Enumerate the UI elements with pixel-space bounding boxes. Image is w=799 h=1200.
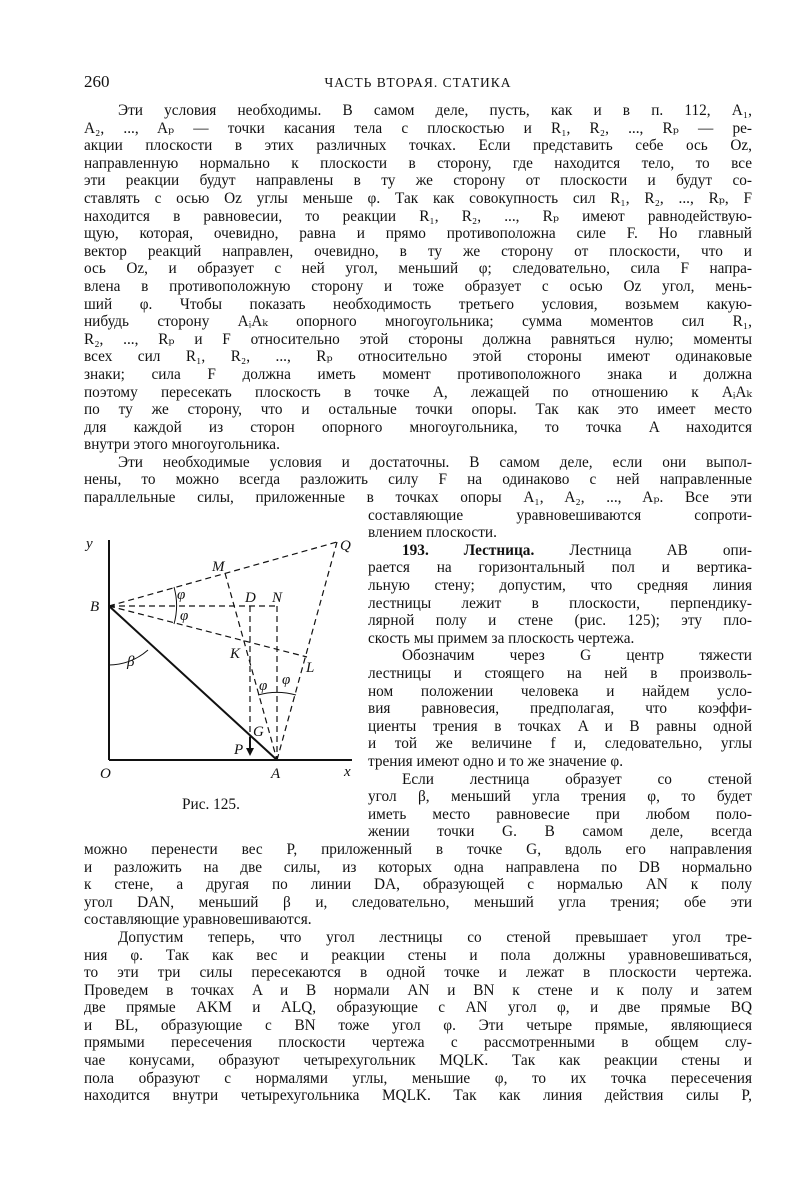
text-line: составляющие уравновешиваются.	[84, 911, 312, 929]
text-line: находится в равновесии, то реакции R₁, R₂, ..., Rₚ имеют равнодействую-	[84, 207, 752, 225]
text-line: Допустим теперь, что угол лестницы со стеной превышает угол тре-	[118, 928, 752, 946]
text-line: акции плоскости в этих различных точках. Если представить себе ось Oz,	[84, 137, 752, 155]
text-line: жении точки G. В самом деле, всегда	[368, 823, 752, 841]
label-G: G	[253, 724, 264, 740]
text-line: для каждой из сторон опорного многоугольника, то точка A находится	[84, 418, 752, 436]
text-line: параллельные силы, приложенные в точках опоры A₁, A₂, ..., Aₚ. Все эти	[84, 489, 752, 507]
text-line: вектор реакций направлен, очевидно, в ту же сторону от плоскости, что и	[84, 242, 752, 260]
label-phi: φ	[180, 608, 189, 624]
text-line: вия равновесия, предполагая, что коэффи-	[368, 700, 752, 718]
text-line: внутри этого многоугольника.	[84, 436, 280, 454]
text-line: направленную нормально к плоскости в сторону, где находится тело, то все	[84, 154, 752, 172]
text-span: Лестница AB опи-	[569, 541, 752, 559]
label-beta: β	[127, 654, 135, 670]
section-heading: 193. Лестница.	[402, 541, 535, 559]
text-line: и той же величине f и, следовательно, углы	[368, 735, 752, 753]
label-phi: φ	[282, 672, 291, 688]
label-phi: φ	[259, 678, 268, 694]
text-line: находится внутри четырехугольника MQLK. Так как линия действия силы P,	[84, 1087, 752, 1105]
label-P: P	[234, 742, 244, 758]
text-line: по ту же сторону, что и остальные точки опоры. Так как это имеет место	[84, 401, 752, 419]
label-L: L	[306, 660, 315, 676]
text-line: ший φ. Чтобы показать необходимость третьего условия, возьмем какую-	[84, 295, 752, 313]
text-line: ставлять с осью Oz углы меньше φ. Так как совокупность сил R₁, R₂, ..., Rₚ, F	[84, 189, 752, 207]
text-line: A₂, ..., Aₚ — точки касания тела с плоскостью и R₁, R₂, ..., Rₚ — ре-	[84, 119, 752, 137]
text-line: составляющие уравновешиваются сопроти-	[368, 506, 752, 524]
running-title: ЧАСТЬ ВТОРАЯ. СТАТИКА	[324, 75, 512, 90]
text-line: льную стену; допустим, что средняя линия	[368, 577, 752, 595]
label-N: N	[272, 590, 283, 606]
ladder-line	[109, 606, 277, 760]
page-header	[84, 72, 752, 92]
text-line: Эти необходимые условия и достаточны. В самом деле, если они выпол-	[118, 453, 752, 471]
text-line: Обозначим через G центр тяжести	[402, 647, 752, 665]
page-number: 260	[84, 72, 110, 91]
text-line: ном положении человека и найдем усло-	[368, 682, 752, 700]
label-B: B	[90, 599, 100, 615]
text-line: Проведем в точках A и B нормали AN и BN к стене и к полу и затем	[84, 981, 752, 999]
label-phi: φ	[177, 587, 186, 603]
text-line: можно перенести вес P, приложенный в точке G, вдоль его направления	[84, 840, 752, 858]
figure-caption: Рис. 125.	[182, 796, 240, 813]
text-line: и BL, образующие с BN тоже угол φ. Эти четыре прямые, являющиеся	[84, 1016, 752, 1034]
label-M: M	[212, 559, 225, 575]
label-D: D	[245, 590, 256, 606]
label-x: x	[344, 764, 351, 780]
text-line: к стене, а другая по линии DA, образующей с нормалью AN к полу	[84, 876, 752, 894]
text-line: щую, которая, очевидно, равна и прямо противоположна силе F. Но главный	[84, 225, 752, 243]
text-line: скость мы примем за плоскость чертежа.	[368, 629, 635, 647]
text-line: всех сил R₁, R₂, ..., Rₚ относительно этой стороны имеют одинаковые	[84, 348, 752, 366]
text-line: Если лестница образует со стеной	[402, 770, 752, 788]
text-line: то эти три силы пересекаются в одной точке и лежат в плоскости чертежа.	[84, 964, 752, 982]
text-line: лестницы и стоящего на ней в произволь-	[368, 665, 752, 682]
label-Q: Q	[340, 538, 351, 554]
ladder-diagram	[80, 520, 365, 790]
text-line: циенты трения в точках A и B равны одной	[368, 717, 752, 735]
text-line: две прямые AKM и ALQ, образующие с AN угол φ, и две прямые BQ	[84, 999, 752, 1017]
text-line: лярной полу и стене (рис. 125); эту пло-	[368, 612, 752, 630]
text-line: иметь место равновесие при любом поло-	[368, 805, 752, 823]
text-line: поэтому пересекать плоскость в точке A, лежащей по отношению к AᵢAₖ	[84, 383, 752, 401]
label-O: O	[100, 766, 111, 782]
section-heading-line	[368, 542, 752, 560]
text-line: эти реакции будут направлены в ту же сторону от плоскости и будут со-	[84, 172, 752, 190]
text-line: влена в противоположную сторону и тоже образует с осью Oz угол, мень-	[84, 277, 752, 295]
text-line: ось Oz, и образует с ней угол, меньший φ; следовательно, сила F напра-	[84, 260, 752, 278]
text-line: знаки; сила F должна иметь момент противоположного знака и должна	[84, 365, 752, 383]
arrow-head-icon	[246, 748, 254, 756]
text-line: влением плоскости.	[368, 524, 497, 542]
text-line: рается на горизонтальный пол и вертика-	[368, 559, 752, 577]
text-line: R₂, ..., Rₚ и F относительно этой стороны должна равняться нулю; моменты	[84, 330, 752, 348]
label-y: y	[86, 536, 93, 552]
text-line: прямыми пересечения плоскости чертежа с рассмотренными в общем слу-	[84, 1034, 752, 1052]
text-line: угол β, меньший угла трения φ, то будет	[368, 788, 752, 806]
text-line: Эти условия необходимы. В самом деле, пусть, как и в п. 112, A₁,	[118, 102, 752, 119]
text-line: и разложить на две силы, из которых одна направлена по DB нормально	[84, 858, 752, 876]
text-line: нибудь сторону AᵢAₖ опорного многоугольника; сумма моментов сил R₁,	[84, 313, 752, 331]
text-line: нены, то можно всегда разложить силу F на одинаково с ней направленные	[84, 471, 752, 489]
text-line: пола образуют с нормалями углы, меньшие φ, то их точка пересечения	[84, 1069, 752, 1087]
text-line: чае конусами, образуют четырехугольник MQLK. Так как реакции стены и	[84, 1052, 752, 1070]
label-A: A	[271, 766, 281, 782]
text-line: ния φ. Так как вес и реакции стены и пола должны уравновешиваться,	[84, 946, 752, 964]
text-line: угол DAN, меньший β и, следовательно, меньший угла трения; обе эти	[84, 893, 752, 911]
text-line: лестницы лежит в плоскости, перпендику-	[368, 594, 752, 612]
text-line: трения имеют одно и то же значение φ.	[368, 752, 624, 770]
label-K: K	[230, 646, 241, 662]
